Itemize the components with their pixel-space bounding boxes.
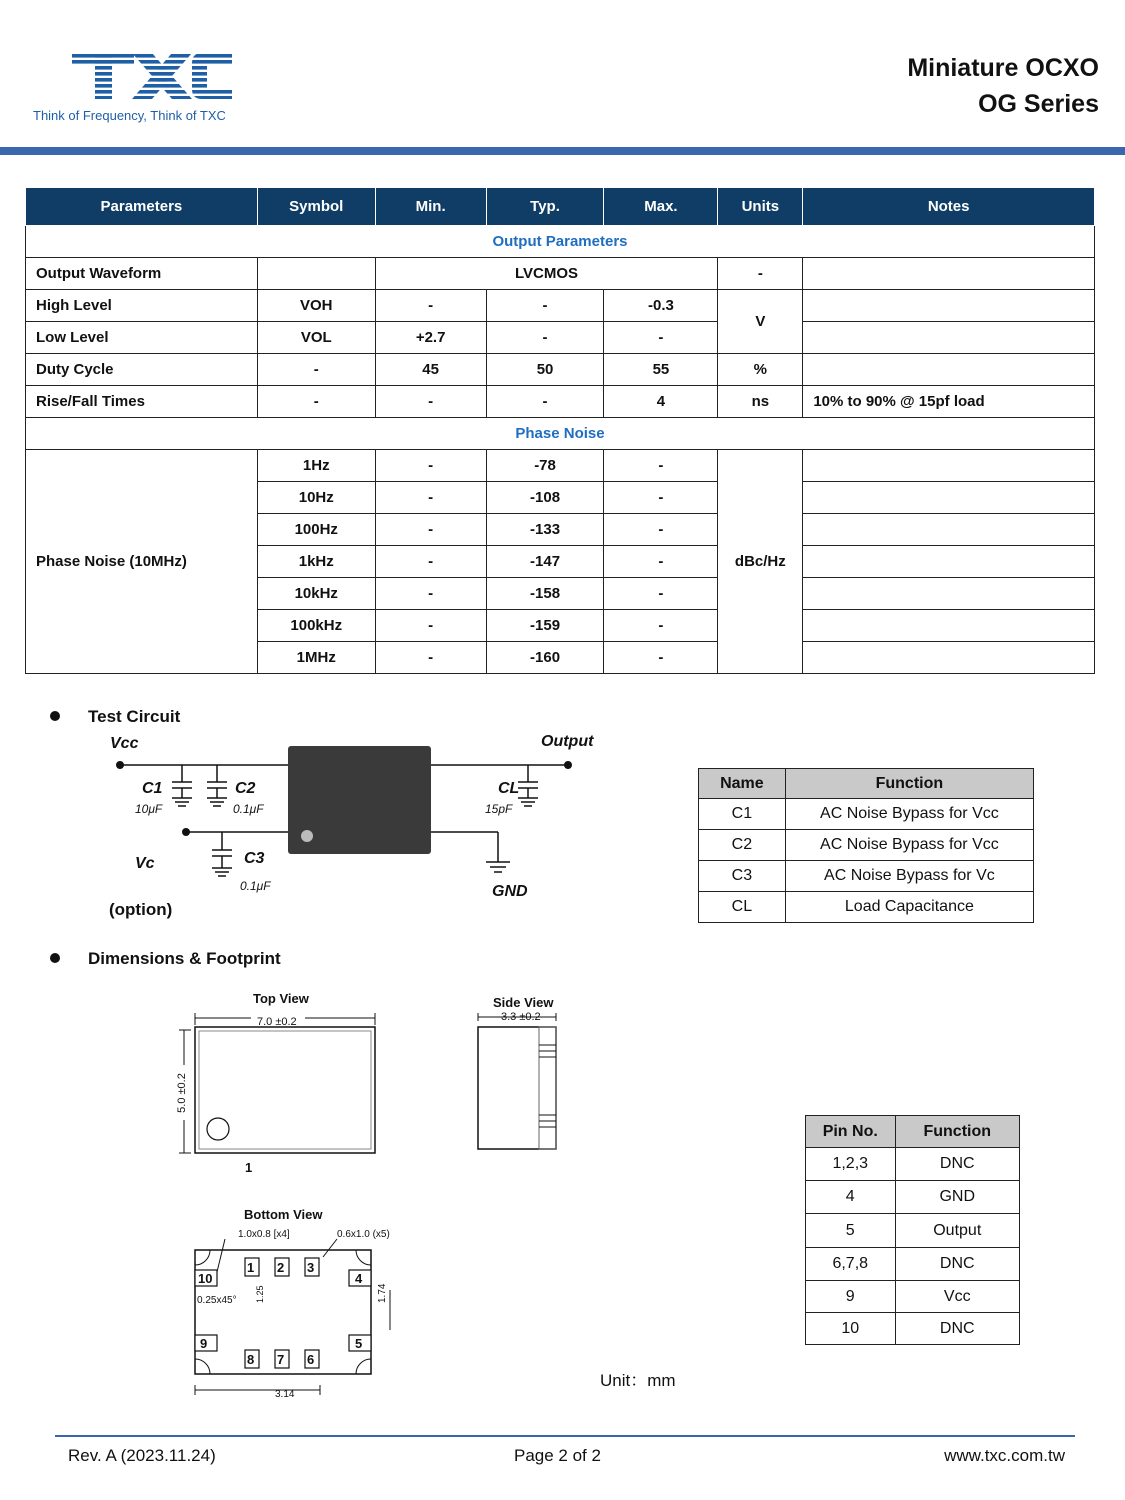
title-line-2: OG Series bbox=[978, 90, 1099, 118]
dim-314: 3.14 bbox=[275, 1389, 295, 1400]
notes-cell bbox=[803, 258, 1095, 290]
notes-cell bbox=[803, 514, 1095, 546]
typ-cell: -133 bbox=[486, 514, 604, 546]
min-cell: - bbox=[375, 578, 486, 610]
max-cell: - bbox=[604, 578, 718, 610]
document-title bbox=[907, 50, 1099, 122]
pin-label: 6 bbox=[307, 1352, 315, 1367]
symbol-cell: - bbox=[257, 354, 375, 386]
table-row bbox=[806, 1214, 1020, 1248]
max-cell: - bbox=[604, 450, 718, 482]
max-cell: - bbox=[604, 482, 718, 514]
min-cell: - bbox=[375, 514, 486, 546]
header-rule bbox=[0, 147, 1125, 155]
section-title: Phase Noise bbox=[26, 418, 1095, 450]
param-cell: Rise/Fall Times bbox=[26, 386, 258, 418]
pin-no-cell: 5 bbox=[806, 1214, 896, 1248]
function-cell: Vcc bbox=[895, 1281, 1020, 1313]
offset-cell: 1kHz bbox=[257, 546, 375, 578]
notes-cell bbox=[803, 450, 1095, 482]
revision-text: Rev. A (2023.11.24) bbox=[68, 1446, 216, 1465]
pin-label: 2 bbox=[277, 1260, 285, 1275]
param-cell: Phase Noise (10MHz) bbox=[26, 450, 258, 674]
col-header: Typ. bbox=[486, 188, 604, 226]
table-row bbox=[26, 354, 1095, 386]
param-cell: Low Level bbox=[26, 322, 258, 354]
max-cell: -0.3 bbox=[604, 290, 718, 322]
col-header: Function bbox=[895, 1116, 1020, 1148]
pin1-label: 1 bbox=[245, 1160, 253, 1175]
table-header-row bbox=[699, 769, 1034, 799]
pin-label: 5 bbox=[355, 1336, 363, 1351]
dimensions-drawing bbox=[165, 985, 585, 1405]
min-cell: - bbox=[375, 482, 486, 514]
typ-cell: -158 bbox=[486, 578, 604, 610]
pin-no-cell: 6,7,8 bbox=[806, 1248, 896, 1281]
pin1-marker-icon bbox=[301, 830, 313, 842]
notes-cell bbox=[803, 642, 1095, 674]
label-option: (option) bbox=[109, 900, 173, 919]
function-cell: Output bbox=[895, 1214, 1020, 1248]
col-header: Pin No. bbox=[806, 1116, 896, 1148]
notes-cell bbox=[803, 322, 1095, 354]
pad-large-dim: 1.0x0.8 [x4] bbox=[238, 1229, 290, 1240]
col-header: Min. bbox=[375, 188, 486, 226]
typ-cell: -78 bbox=[486, 450, 604, 482]
symbol-cell: VOH bbox=[257, 290, 375, 322]
table-row bbox=[26, 418, 1095, 450]
unit-note: Unit：mm bbox=[600, 1371, 676, 1390]
table-row bbox=[26, 258, 1095, 290]
offset-cell: 1MHz bbox=[257, 642, 375, 674]
notes-cell bbox=[803, 290, 1095, 322]
min-cell: - bbox=[375, 546, 486, 578]
function-cell: DNC bbox=[895, 1248, 1020, 1281]
offset-cell: 10kHz bbox=[257, 578, 375, 610]
side-view-label: Side View bbox=[493, 995, 554, 1010]
table-row bbox=[699, 799, 1034, 830]
dimensions-heading bbox=[50, 949, 281, 969]
notes-cell bbox=[803, 354, 1095, 386]
dim-174: 1.74 bbox=[377, 1283, 388, 1303]
page-number: Page 2 of 2 bbox=[514, 1446, 601, 1465]
table-row bbox=[806, 1281, 1020, 1313]
pin-label: 9 bbox=[200, 1336, 208, 1351]
pin-no-cell: 1,2,3 bbox=[806, 1148, 896, 1181]
notes-cell: 10% to 90% @ 15pf load bbox=[803, 386, 1095, 418]
col-header: Units bbox=[718, 188, 803, 226]
name-cell: C1 bbox=[699, 799, 786, 830]
pin-label: 1 bbox=[247, 1260, 255, 1275]
label-c3: C3 bbox=[244, 850, 265, 867]
table-row bbox=[26, 386, 1095, 418]
table-row bbox=[26, 450, 1095, 482]
bottom-view-label: Bottom View bbox=[244, 1207, 323, 1222]
notes-cell bbox=[803, 546, 1095, 578]
pin-label: 10 bbox=[198, 1271, 213, 1286]
table-row bbox=[699, 861, 1034, 892]
test-circuit-heading bbox=[50, 707, 180, 727]
min-cell: - bbox=[375, 610, 486, 642]
units-cell: % bbox=[718, 354, 803, 386]
offset-cell: 100Hz bbox=[257, 514, 375, 546]
value-cell: LVCMOS bbox=[375, 258, 718, 290]
pin-label: 8 bbox=[247, 1352, 255, 1367]
top-width-dim: 7.0 ±0.2 bbox=[257, 1016, 297, 1028]
value-c2: 0.1μF bbox=[233, 802, 264, 816]
param-cell: Duty Cycle bbox=[26, 354, 258, 386]
typ-cell: - bbox=[486, 290, 604, 322]
label-cl: CL bbox=[498, 780, 520, 797]
param-cell: Output Waveform bbox=[26, 258, 258, 290]
table-row bbox=[26, 322, 1095, 354]
pin-label: 7 bbox=[277, 1352, 285, 1367]
col-header: Name bbox=[699, 769, 786, 799]
value-c3: 0.1μF bbox=[240, 879, 271, 893]
name-cell: CL bbox=[699, 892, 786, 923]
pin-no-cell: 10 bbox=[806, 1313, 896, 1345]
label-gnd: GND bbox=[492, 883, 528, 900]
symbol-cell: VOL bbox=[257, 322, 375, 354]
heading-text: Test Circuit bbox=[88, 707, 181, 726]
typ-cell: 50 bbox=[486, 354, 604, 386]
max-cell: - bbox=[604, 514, 718, 546]
typ-cell: -160 bbox=[486, 642, 604, 674]
table-header-row bbox=[806, 1116, 1020, 1148]
bullet-icon bbox=[50, 711, 60, 721]
footer-rule bbox=[55, 1435, 1075, 1437]
vcc-node-icon bbox=[116, 761, 124, 769]
top-view-outline bbox=[195, 1027, 375, 1153]
capacitor-function-table bbox=[698, 768, 1034, 923]
table-row bbox=[699, 892, 1034, 923]
pin1-dot-icon bbox=[207, 1118, 229, 1140]
offset-cell: 100kHz bbox=[257, 610, 375, 642]
notes-cell bbox=[803, 578, 1095, 610]
pin-no-cell: 9 bbox=[806, 1281, 896, 1313]
max-cell: - bbox=[604, 610, 718, 642]
typ-cell: -108 bbox=[486, 482, 604, 514]
table-row bbox=[699, 830, 1034, 861]
max-cell: - bbox=[604, 642, 718, 674]
col-header: Function bbox=[785, 769, 1033, 799]
logo-tagline: Think of Frequency, Think of TXC bbox=[33, 108, 226, 123]
pin-function-table bbox=[805, 1115, 1020, 1345]
bullet-icon bbox=[50, 953, 60, 963]
min-cell: - bbox=[375, 290, 486, 322]
function-cell: AC Noise Bypass for Vc bbox=[785, 861, 1033, 892]
min-cell: +2.7 bbox=[375, 322, 486, 354]
label-vc: Vc bbox=[135, 855, 155, 872]
value-cl: 15pF bbox=[485, 802, 513, 816]
col-header: Symbol bbox=[257, 188, 375, 226]
top-view-label: Top View bbox=[253, 991, 309, 1006]
pin-label: 4 bbox=[355, 1271, 363, 1286]
title-line-1: Miniature OCXO bbox=[907, 54, 1099, 82]
function-cell: Load Capacitance bbox=[785, 892, 1033, 923]
units-cell: V bbox=[718, 290, 803, 354]
function-cell: AC Noise Bypass for Vcc bbox=[785, 799, 1033, 830]
table-row bbox=[26, 226, 1095, 258]
side-width-dim: 3.3 ±0.2 bbox=[501, 1011, 541, 1023]
table-row bbox=[806, 1181, 1020, 1214]
test-circuit-diagram bbox=[100, 730, 620, 930]
units-cell: ns bbox=[718, 386, 803, 418]
pin-no-cell: 4 bbox=[806, 1181, 896, 1214]
dim-125: 1.25 bbox=[255, 1285, 265, 1303]
heading-text: Dimensions & Footprint bbox=[88, 949, 281, 968]
units-cell: - bbox=[718, 258, 803, 290]
table-row bbox=[806, 1313, 1020, 1345]
max-cell: - bbox=[604, 546, 718, 578]
typ-cell: -159 bbox=[486, 610, 604, 642]
vc-node-icon bbox=[182, 828, 190, 836]
pin-label: 3 bbox=[307, 1260, 315, 1275]
label-c2: C2 bbox=[235, 780, 256, 797]
symbol-cell bbox=[257, 258, 375, 290]
symbol-cell: - bbox=[257, 386, 375, 418]
output-node-icon bbox=[564, 761, 572, 769]
table-row bbox=[26, 290, 1095, 322]
notes-cell bbox=[803, 482, 1095, 514]
min-cell: - bbox=[375, 642, 486, 674]
col-header: Parameters bbox=[26, 188, 258, 226]
max-cell: 4 bbox=[604, 386, 718, 418]
function-cell: AC Noise Bypass for Vcc bbox=[785, 830, 1033, 861]
table-row bbox=[806, 1148, 1020, 1181]
website-link[interactable]: www.txc.com.tw bbox=[944, 1446, 1065, 1465]
min-cell: - bbox=[375, 386, 486, 418]
min-cell: 45 bbox=[375, 354, 486, 386]
label-output: Output bbox=[541, 733, 594, 750]
col-header: Notes bbox=[803, 188, 1095, 226]
max-cell: - bbox=[604, 322, 718, 354]
param-cell: High Level bbox=[26, 290, 258, 322]
section-title: Output Parameters bbox=[26, 226, 1095, 258]
spec-header-row bbox=[26, 188, 1095, 226]
name-cell: C3 bbox=[699, 861, 786, 892]
label-c1: C1 bbox=[142, 780, 163, 797]
units-cell: dBc/Hz bbox=[718, 450, 803, 674]
offset-cell: 1Hz bbox=[257, 450, 375, 482]
min-cell: - bbox=[375, 450, 486, 482]
max-cell: 55 bbox=[604, 354, 718, 386]
function-cell: DNC bbox=[895, 1313, 1020, 1345]
spec-table bbox=[25, 187, 1095, 674]
table-row bbox=[806, 1248, 1020, 1281]
label-vcc: Vcc bbox=[110, 735, 139, 752]
notes-cell bbox=[803, 610, 1095, 642]
top-height-dim: 5.0 ±0.2 bbox=[176, 1073, 188, 1113]
value-c1: 10μF bbox=[135, 802, 163, 816]
typ-cell: - bbox=[486, 386, 604, 418]
name-cell: C2 bbox=[699, 830, 786, 861]
offset-cell: 10Hz bbox=[257, 482, 375, 514]
function-cell: DNC bbox=[895, 1148, 1020, 1181]
typ-cell: -147 bbox=[486, 546, 604, 578]
typ-cell: - bbox=[486, 322, 604, 354]
function-cell: GND bbox=[895, 1181, 1020, 1214]
col-header: Max. bbox=[604, 188, 718, 226]
pad-small-dim: 0.6x1.0 (x5) bbox=[337, 1229, 390, 1240]
chamfer-dim: 0.25x45° bbox=[197, 1295, 237, 1306]
